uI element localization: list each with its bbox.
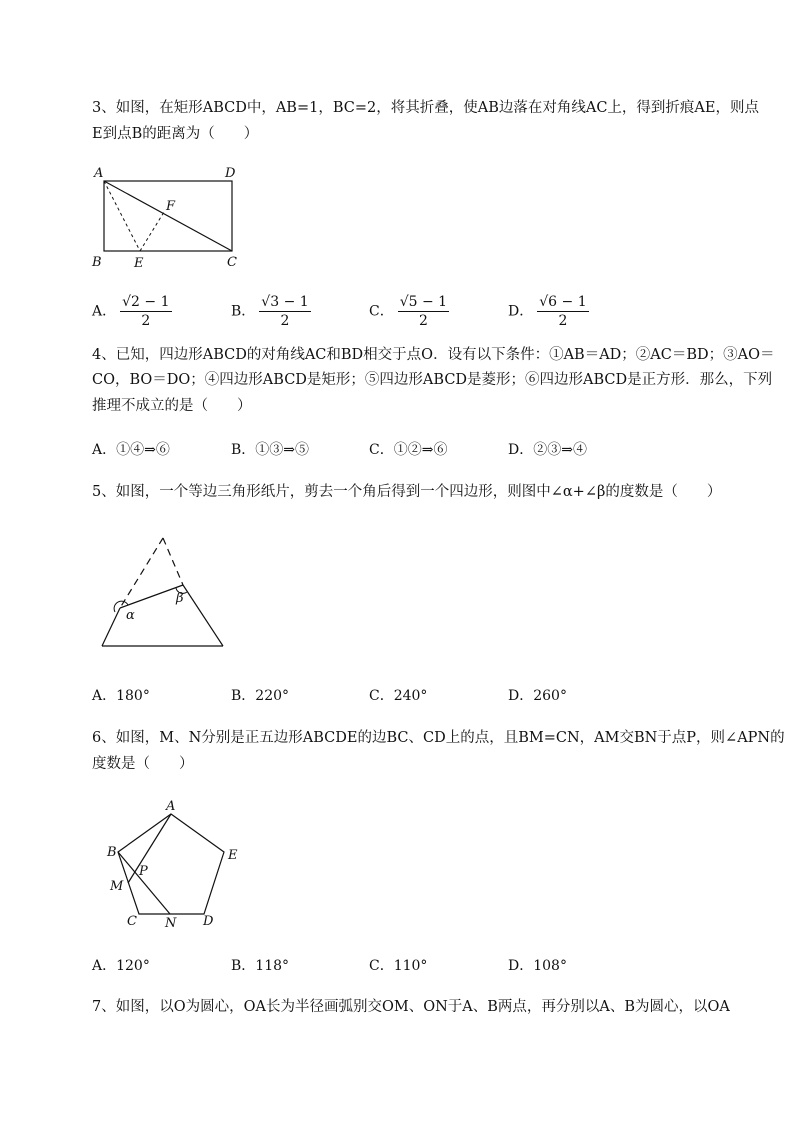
q5-option-c[interactable]: C．240° (369, 688, 428, 704)
q5-label-alpha: α (126, 608, 135, 623)
q4-stem-line2: CO，BO＝DO；④四边形ABCD是矩形；⑤四边形ABCD是菱形；⑥四边形ABCD是正方形．那么，下列 (92, 372, 773, 388)
q6-stem-line2: 度数是（ ） (92, 756, 194, 772)
q3-option-d[interactable]: D． $\frac{√6 - 1}{2}$ (508, 294, 587, 329)
q3-label-E: E (134, 256, 144, 271)
q6-option-d[interactable]: D．108° (508, 958, 567, 974)
q3-label-C: C (227, 255, 237, 270)
q4-option-d[interactable]: D．②③⇒④ (508, 442, 587, 458)
q6-option-a[interactable]: A．120° (92, 958, 150, 974)
q6-label-B: B (107, 845, 117, 860)
q6-label-M: M (110, 879, 124, 894)
q5-stem-line1: 5、如图，一个等边三角形纸片，剪去一个角后得到一个四边形，则图中∠α+∠β的度数是（ ） (92, 484, 722, 500)
q7-stem-line1: 7、如图，以O为圆心，OA长为半径画弧别交OM、ON于A、B两点，再分别以A、B为圆心，以OA (92, 999, 730, 1015)
q3-label-F: F (166, 199, 176, 214)
q6-option-c[interactable]: C．110° (369, 958, 428, 974)
q3-stem-line1: 3、如图，在矩形ABCD中，AB=1，BC=2，将其折叠，使AB边落在对角线AC上，得到折痕AE，则点 (92, 100, 759, 116)
q5-option-d[interactable]: D．260° (508, 688, 567, 704)
q6-label-N: N (165, 916, 177, 931)
q6-stem-line1: 6、如图，M、N分别是正五边形ABCDE的边BC、CD上的点，且BM=CN，AM交BN于点P，则∠APN的 (92, 730, 785, 746)
q4-option-a[interactable]: A．①④⇒⑥ (92, 442, 170, 458)
q6-label-A: A (166, 799, 176, 814)
q5-label-beta: β (176, 591, 184, 606)
q6-label-C: C (127, 914, 137, 929)
q3-label-A: A (94, 166, 104, 181)
q3-option-b[interactable]: B． $\frac{√3 - 1}{2}$ (231, 294, 309, 329)
q3-stem-line2: E到点B的距离为（ ） (92, 126, 259, 142)
q3-option-c[interactable]: C． $\frac{√5 - 1}{2}$ (369, 294, 448, 329)
q6-label-P: P (139, 864, 148, 879)
q3-option-a[interactable]: A． $\frac{√2 - 1}{2}$ (92, 294, 170, 329)
q4-stem-line1: 4、已知，四边形ABCD的对角线AC和BD相交于点O．设有以下条件：①AB＝AD；②AC＝BD；③AO＝ (92, 347, 775, 363)
q3-label-B: B (92, 255, 102, 270)
q5-option-a[interactable]: A．180° (92, 688, 150, 704)
q4-option-c[interactable]: C．①②⇒⑥ (369, 442, 448, 458)
q6-label-E: E (228, 848, 238, 863)
q3-label-D: D (225, 166, 236, 181)
q6-option-b[interactable]: B．118° (231, 958, 290, 974)
q4-option-b[interactable]: B．①③⇒⑤ (231, 442, 310, 458)
q6-label-D: D (203, 914, 214, 929)
q5-option-b[interactable]: B．220° (231, 688, 290, 704)
q4-stem-line3: 推理不成立的是（ ） (92, 398, 252, 414)
